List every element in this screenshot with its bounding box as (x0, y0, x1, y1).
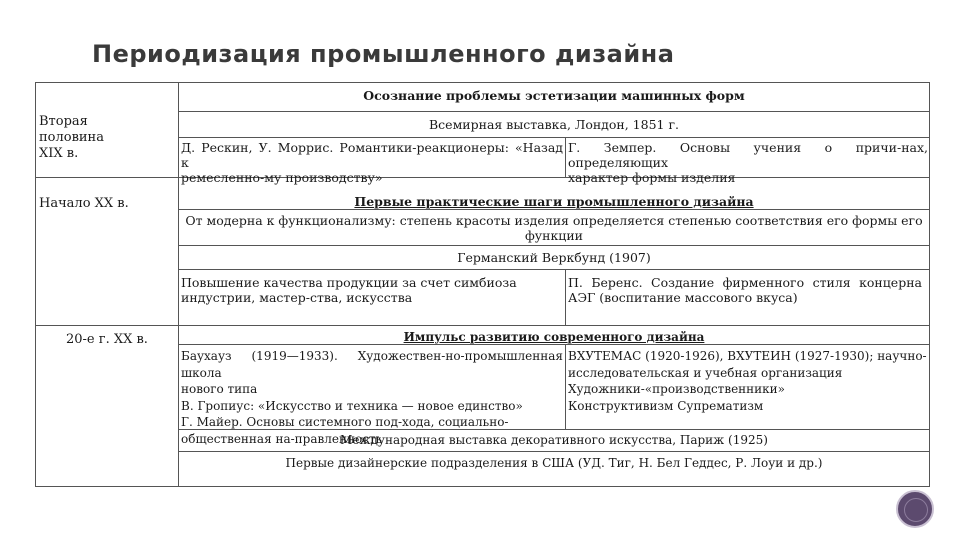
text-line: П. Беренс. Создание фирменного стиля концерна (568, 275, 922, 290)
period-label-1920s: 20-е г. XX в. (66, 332, 148, 347)
row3-split-divider (565, 344, 566, 429)
text-line: нового типа (181, 382, 258, 396)
paris-divider (178, 451, 930, 452)
row1-split-divider (565, 137, 566, 177)
text-line: АЭГ (воспитание массового вкуса) (568, 290, 798, 305)
period-label-early-xx: Начало XX в. (39, 196, 129, 211)
heading2-divider (178, 209, 930, 210)
text-line: Д. Рескин, У. Моррис. Романтики-реакционеры: «Назад к (181, 140, 563, 170)
text-line: Конструктивизм Супрематизм (568, 398, 764, 413)
modern-functionalism (178, 213, 930, 243)
text-line: ремесленно-му производству» (181, 170, 383, 185)
heading-first-steps: Первые практические шаги промышленного дизайна (354, 194, 754, 209)
expo-paris: Международная выставка декоративного искусства, Париж (1925) (340, 433, 768, 447)
vkhutemas-cell (568, 348, 928, 414)
text-line: Повышение качества продукции за счет симбиоза (181, 275, 517, 290)
text-line: индустрии, мастер-ства, искусства (181, 290, 413, 305)
row2-split-divider (565, 269, 566, 325)
text-line: исследовательская и учебная организация (568, 365, 843, 380)
text-line: Г. Майер. Основы системного под-хода, социально- (181, 415, 509, 429)
header-divider (178, 111, 930, 112)
row2-bottom-divider (35, 325, 930, 326)
text-line: Художники-«производственники» (568, 382, 786, 396)
heading-impulse: Импульс развитию современного дизайна (403, 330, 705, 344)
text-line: Г. Земпер. Основы учения о причи-нах, определяющих (568, 140, 928, 170)
expo-divider (178, 137, 930, 138)
text-line: характер формы изделия (568, 170, 736, 185)
semper-cell (568, 140, 928, 185)
slide-title: Периодизация промышленного дизайна (92, 40, 675, 68)
period-line: Вторая (39, 114, 88, 129)
expo-london: Всемирная выставка, Лондон, 1851 г. (429, 117, 679, 132)
ruskin-morris-cell (181, 140, 563, 185)
slide-badge-icon (896, 490, 934, 528)
period-line: XIX в. (39, 146, 79, 161)
text-line: общественная на-правленность (181, 431, 383, 446)
table-header: Осознание проблемы эстетизации машинных форм (363, 88, 745, 103)
werkbund-divider (178, 269, 930, 270)
werkbund: Германский Веркбунд (1907) (457, 250, 651, 265)
text-line: От модерна к функционализму: степень красоты изделия определяется степенью соответствия его формы его (185, 213, 923, 228)
period-line: половина (39, 130, 104, 145)
text-line: ВХУТЕМАС (1920-1926), ВХУТЕИН (1927-1930); научно- (568, 349, 927, 363)
period-column-divider (178, 82, 179, 487)
text-line: Баухауз (1919—1933). Художествен-но-промышленная школа (181, 349, 563, 380)
quality-cell (181, 275, 563, 305)
behrens-cell (568, 275, 922, 305)
modern-divider (178, 245, 930, 246)
text-line: В. Гропиус: «Искусство и техника — новое единство» (181, 398, 523, 413)
period-label-xix (39, 114, 174, 162)
text-line: функции (525, 228, 583, 243)
usa-departments: Первые дизайнерские подразделения в США (УД. Тиг, Н. Бел Геддес, Р. Лоуи и др.) (285, 456, 823, 470)
